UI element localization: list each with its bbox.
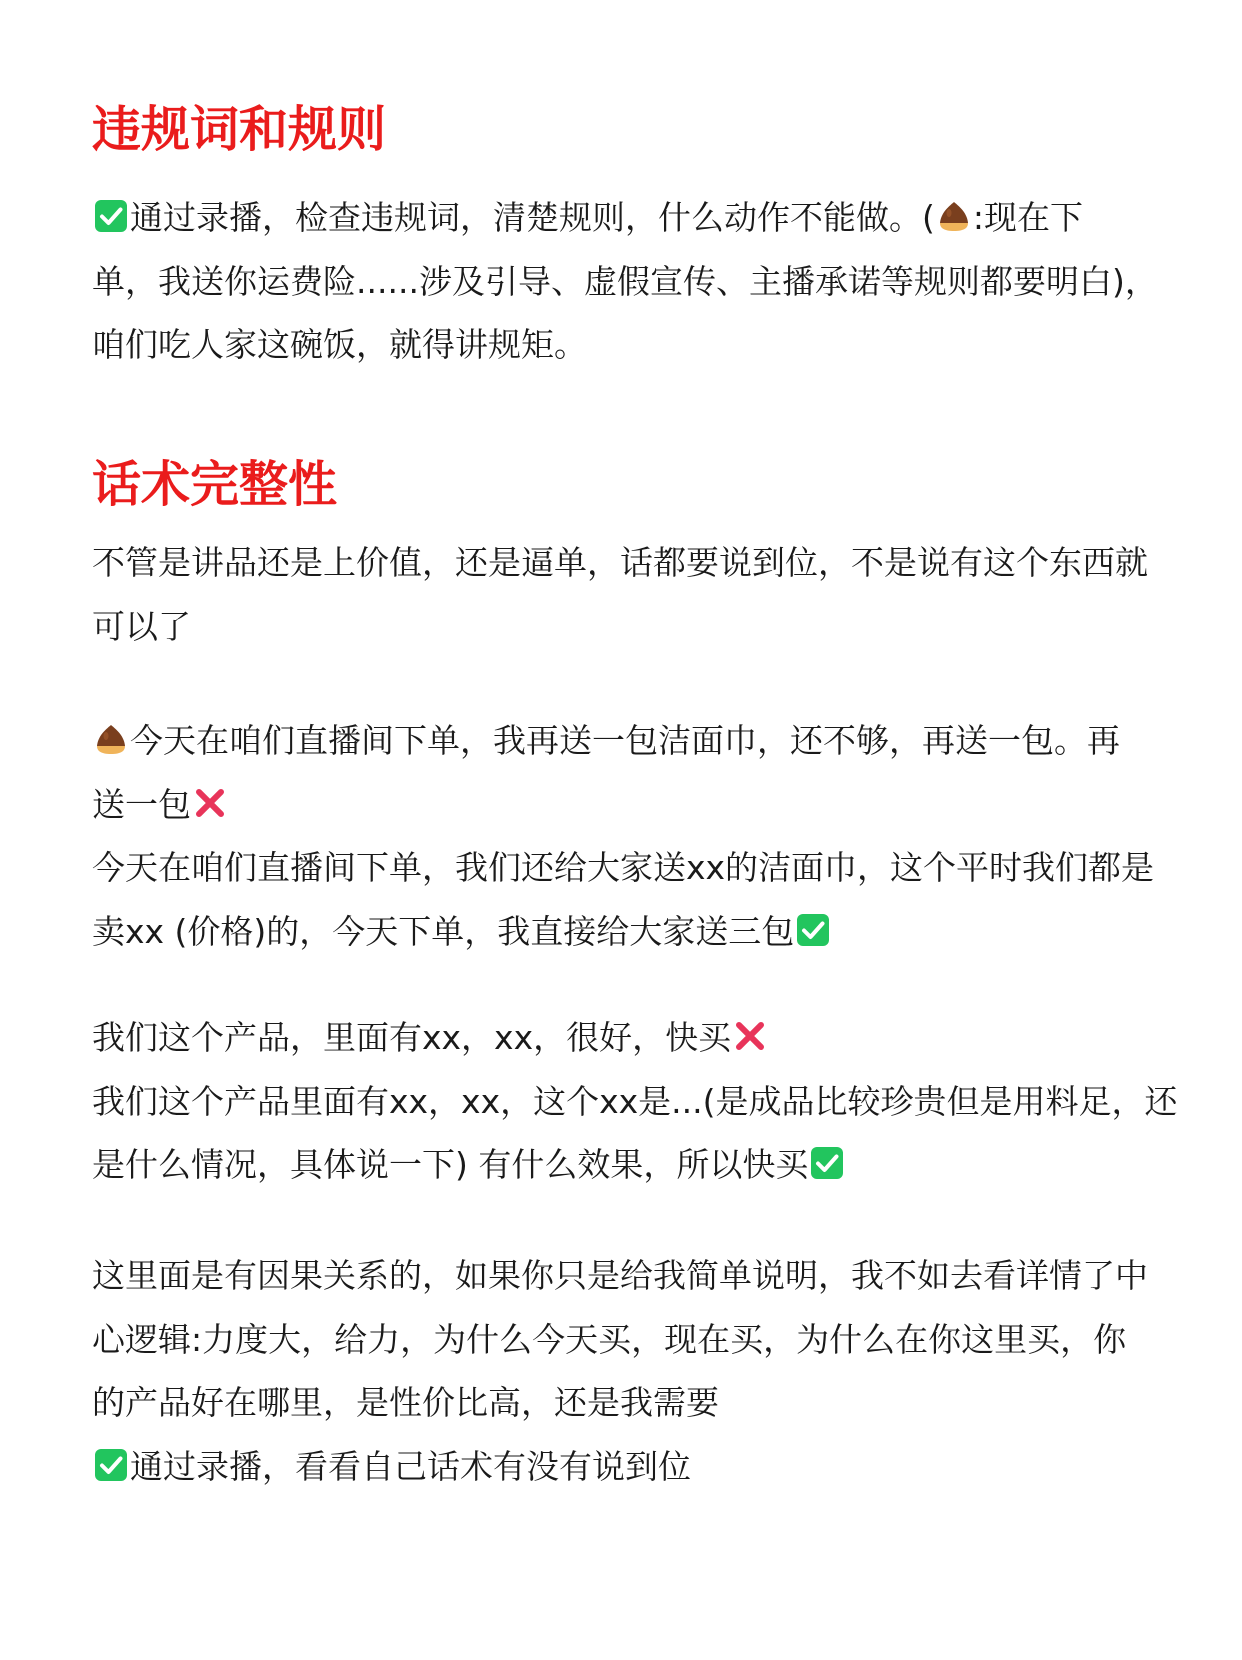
paragraph-text: 今天在咱们直播间下单，我再送一包洁面巾，还不够，再送一包。再	[130, 721, 1120, 760]
paragraph-text: 卖xx (价格)的，今天下单，我直接给大家送三包	[92, 911, 795, 951]
script-intro-paragraph	[92, 531, 1172, 658]
section-title-violation-rules: 违规词和规则	[92, 101, 387, 158]
paragraph-text: 通过录播，检查违规词，清楚规则，什么动作不能做。(	[130, 198, 935, 237]
paragraph-text: 是什么情况，具体说一下) 有什么效果，所以快买	[92, 1145, 809, 1184]
paragraph-line	[92, 709, 1172, 773]
check-mark-icon	[810, 1146, 844, 1180]
paragraph-line: 可以了	[92, 606, 191, 646]
check-mark-icon	[796, 913, 830, 947]
check-mark-icon	[94, 199, 128, 233]
chestnut-icon	[937, 199, 971, 233]
example-gift-paragraph	[92, 709, 1172, 963]
paragraph-line: 这里面是有因果关系的，如果你只是给我简单说明，我不如去看详情了中	[92, 1256, 1148, 1295]
paragraph-line: 我们这个产品里面有xx，xx，这个xx是...(是成品比较珍贵但是用料足，还	[92, 1081, 1178, 1121]
paragraph-line: 今天在咱们直播间下单，我们还给大家送xx的洁面巾，这个平时我们都是	[92, 848, 1155, 887]
paragraph-line	[92, 900, 1172, 964]
example-product-paragraph	[92, 1006, 1178, 1197]
paragraph-line	[92, 1435, 1172, 1499]
chestnut-icon	[94, 722, 128, 756]
paragraph-line: 不管是讲品还是上价值，还是逼单，话都要说到位，不是说有这个东西就	[92, 543, 1148, 582]
check-mark-icon	[94, 1448, 128, 1482]
paragraph-line: 的产品好在哪里，是性价比高，还是我需要	[92, 1383, 719, 1422]
paragraph-text: 我们这个产品，里面有xx，xx，很好，快买	[92, 1018, 732, 1057]
section-title-script-completeness: 话术完整性	[92, 456, 338, 513]
paragraph-line: 单，我送你运费险......涉及引导、虚假宣传、主播承诺等规则都要明白)，	[92, 261, 1158, 301]
paragraph-line: 咱们吃人家这碗饭，就得讲规矩。	[92, 325, 587, 364]
paragraph-line	[92, 1006, 1172, 1070]
conclusion-paragraph	[92, 1244, 1172, 1498]
paragraph-line	[92, 186, 1172, 250]
paragraph-line	[92, 773, 1172, 837]
paragraph-line: 心逻辑:力度大，给力，为什么今天买，现在买，为什么在你这里买，你	[92, 1319, 1127, 1359]
cross-mark-icon	[193, 786, 227, 820]
paragraph-text: 送一包	[92, 784, 191, 824]
paragraph-text: :现在下	[972, 198, 1083, 237]
violation-rules-paragraph	[92, 186, 1172, 377]
paragraph-text: 通过录播，看看自己话术有没有说到位	[130, 1446, 691, 1486]
paragraph-line	[92, 1133, 1172, 1197]
cross-mark-icon	[733, 1019, 767, 1053]
